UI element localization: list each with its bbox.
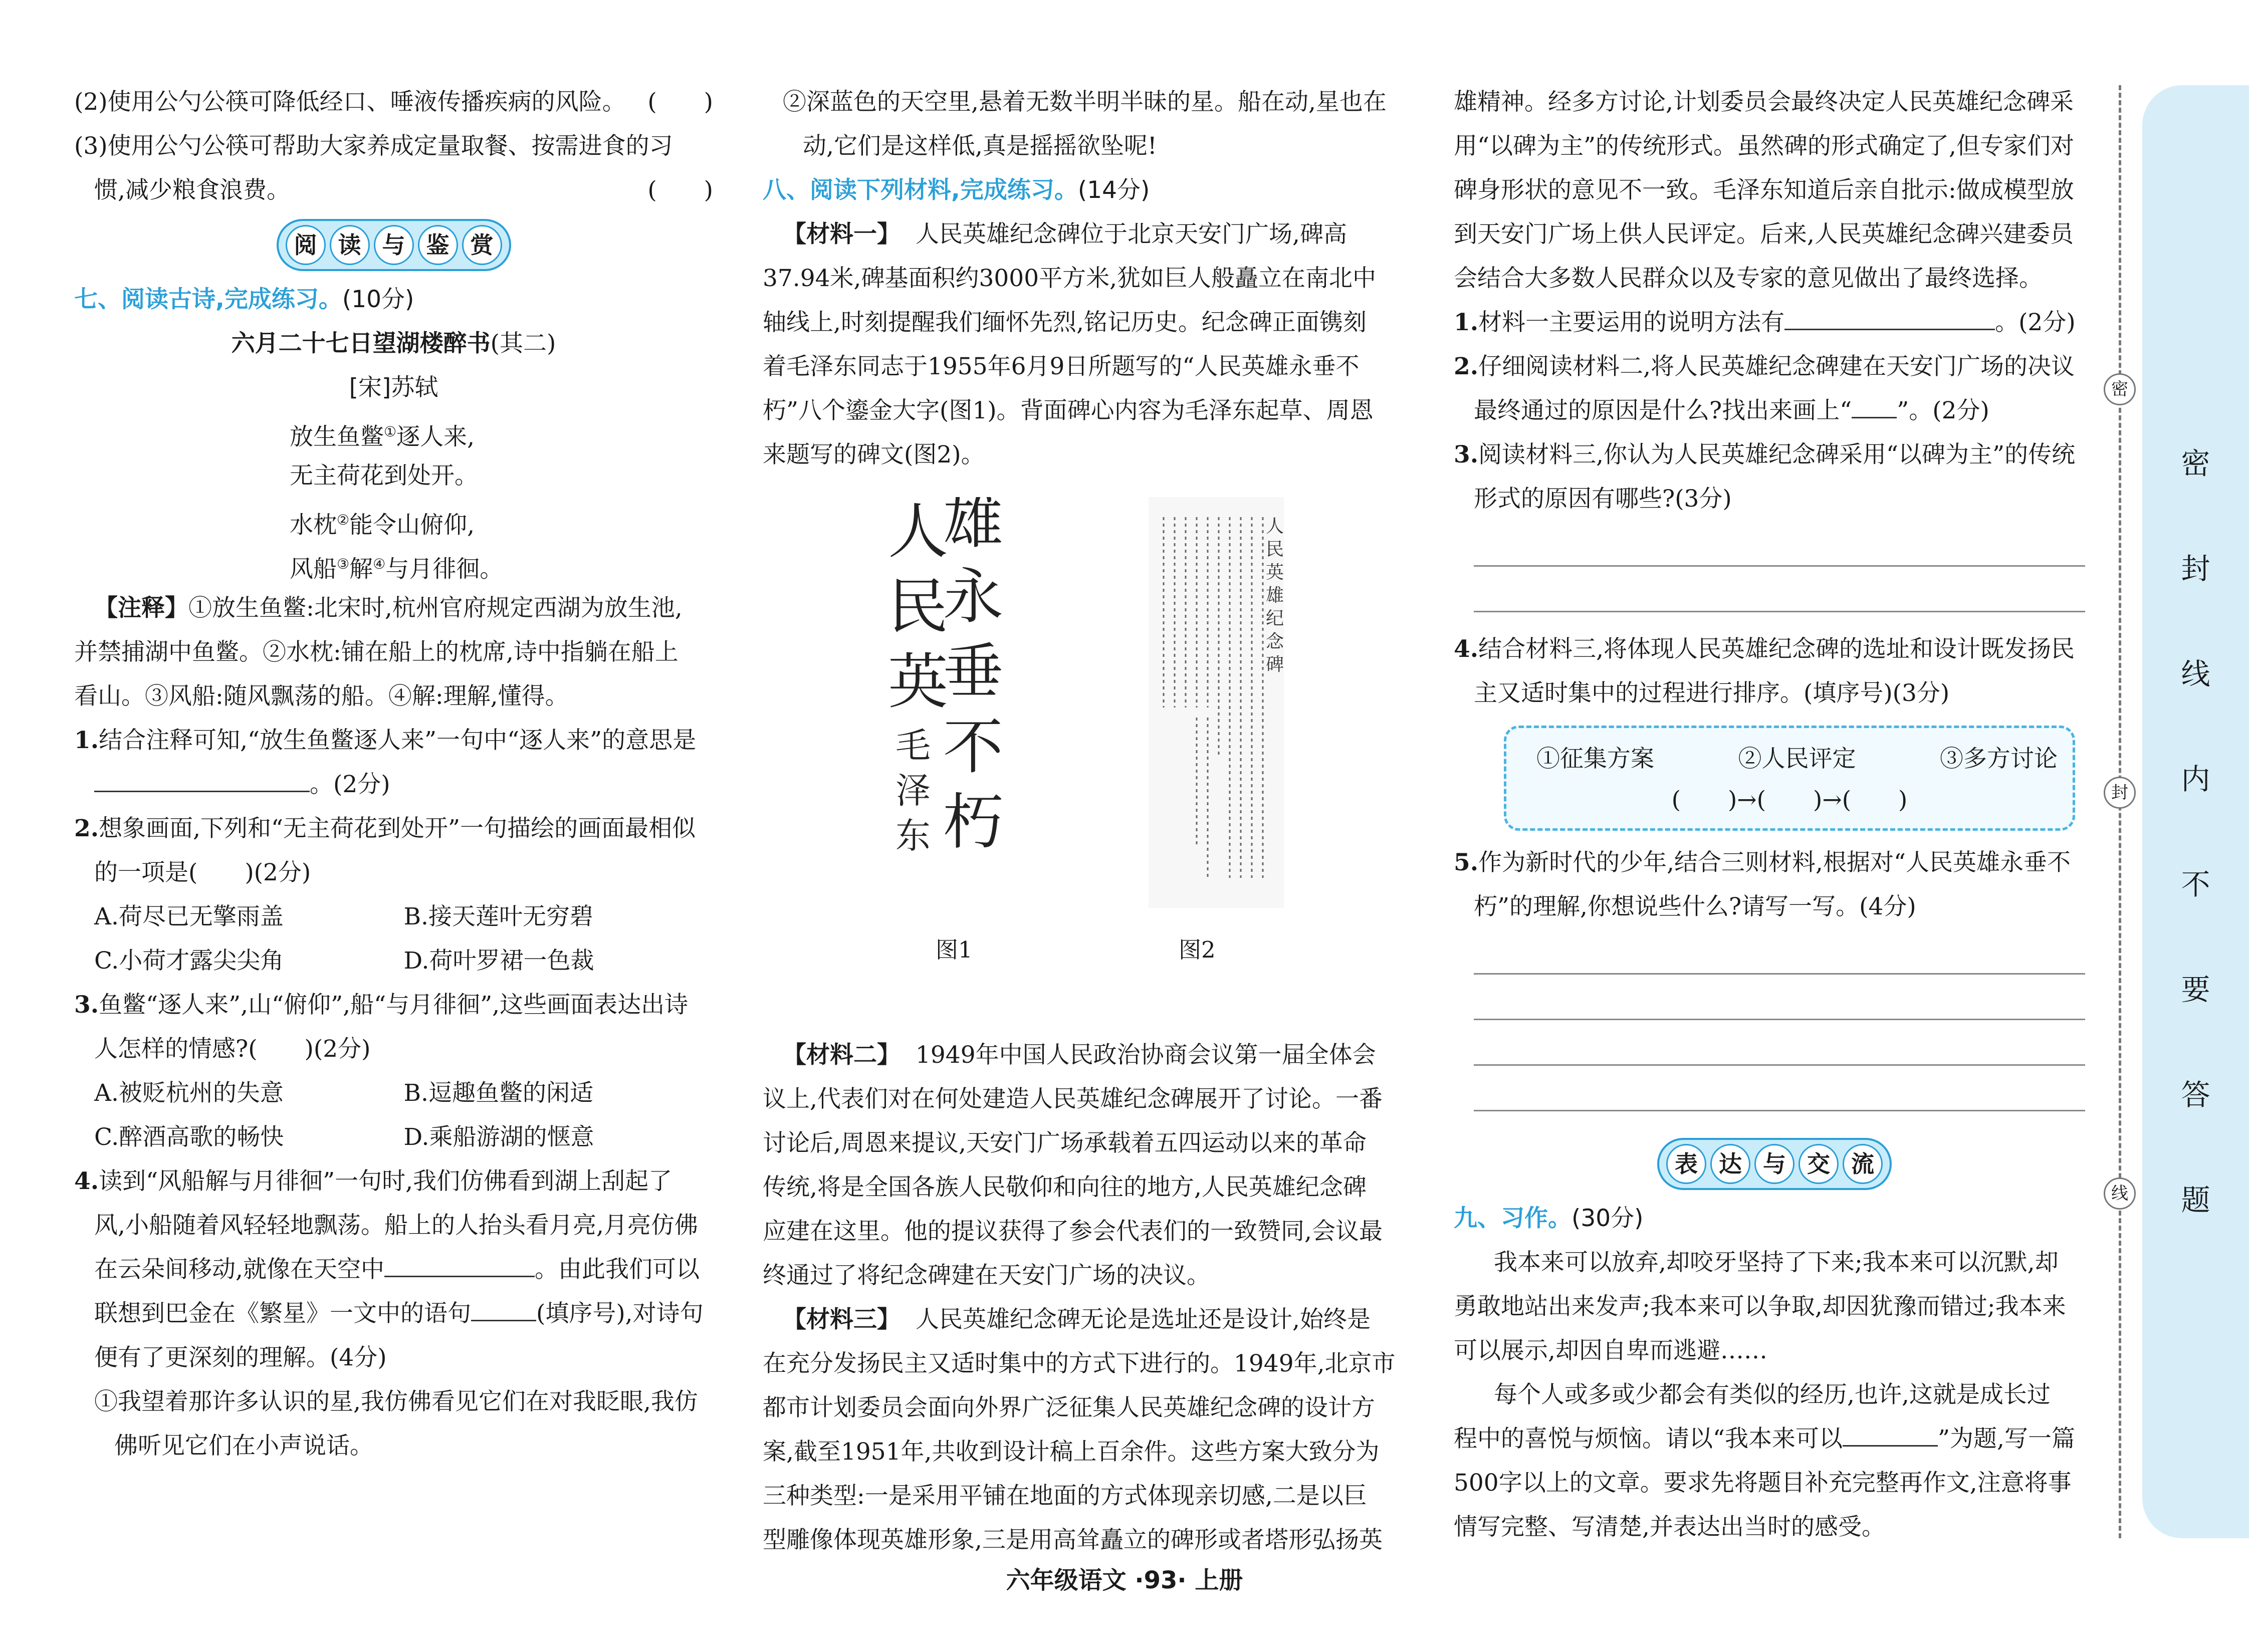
material-1-line: 37.94米,碑基面积约3000平方米,犹如巨人般矗立在南北中	[763, 265, 1377, 292]
question-2-cont: 的一项是( )(2分)	[94, 859, 311, 886]
calligraphy-char: 垂	[943, 637, 1003, 707]
seal-char: 不	[2181, 867, 2210, 901]
r-question-4	[1454, 627, 2095, 671]
material-3-line: 用“以碑为主”的传统形式。虽然碑的形式确定了,但专家们对	[1454, 132, 2074, 160]
section-9-title	[1454, 1197, 2095, 1241]
material-3-line: 三种类型:一是采用平铺在地面的方式体现亲切感,二是以巨	[763, 1482, 1367, 1510]
essay-intro-line: 可以展示,却因自卑而逃避……	[1454, 1337, 1767, 1364]
r-question-3	[1454, 433, 2095, 477]
badge-char: 阅	[286, 225, 326, 265]
answer-line[interactable]	[1474, 521, 2085, 567]
answer-paren[interactable]: ( )	[647, 176, 713, 204]
essay-prompt-line-1: 每个人或多或少都会有类似的经历,也许,这就是成长过	[1494, 1381, 2051, 1408]
section-8-score: (14分)	[1077, 176, 1150, 204]
material-3-line: 雄精神。经多方讨论,计划委员会最终决定人民英雄纪念碑采	[1454, 88, 2074, 116]
question-3	[74, 983, 713, 1027]
seal-mark-mi: 密	[2104, 373, 2136, 405]
quote-2-line-1: ②深蓝色的天空里,悬着无数半明半昧的星。船在动,星也在	[783, 88, 1387, 116]
answer-paren[interactable]: ( )	[647, 88, 713, 116]
calligraphy-char: 民	[888, 572, 948, 642]
answer-line[interactable]	[1474, 929, 2085, 975]
calligraphy-image	[888, 497, 1008, 908]
question-text: 仔细阅读材料二,将人民英雄纪念碑建在天安门广场的决议	[1478, 353, 2075, 380]
badge-char: 读	[330, 225, 370, 265]
step-public-review: ②人民评定	[1738, 745, 1856, 773]
r-question-2	[1454, 345, 2095, 389]
material-2-line	[763, 1033, 1406, 1077]
question-text: 结合材料三,将体现人民英雄纪念碑的选址和设计既发扬民	[1478, 635, 2075, 663]
option-c[interactable]: C.醉酒高歌的畅快	[94, 1123, 284, 1151]
seal-cut-line	[2119, 85, 2121, 1538]
signature-char: 东	[895, 815, 931, 856]
r-question-2-cont	[1454, 389, 2095, 433]
section-9-title-text: 九、习作。	[1454, 1205, 1571, 1232]
q6-item-3-cont	[74, 168, 713, 212]
poem-text: 放生鱼鳖	[290, 423, 384, 451]
question-number: 1.	[1454, 309, 1479, 336]
section-7-score: (10分)	[342, 286, 414, 313]
notes-line-2: 并禁捕湖中鱼鳖。②水枕:铺在船上的枕席,诗中指躺在船上	[74, 638, 679, 666]
material-3-line: 会结合大多数人民群众以及专家的意见做出了最终选择。	[1454, 265, 2043, 292]
figure-2-inscription	[1149, 497, 1284, 908]
material-1-label: 【材料一】	[783, 220, 901, 248]
figure-1-caption: 图1	[936, 936, 973, 963]
page-footer: 六年级语文 ·93· 上册	[1006, 1566, 1243, 1594]
material-3-continued	[1454, 80, 2095, 301]
material-1-line: 轴线上,时刻提醒我们缅怀先烈,铭记历史。纪念碑正面镌刻	[763, 309, 1367, 336]
seal-char: 答	[2181, 1078, 2210, 1112]
question-4-line-4	[74, 1292, 713, 1336]
question-text: 读到“风船解与月徘徊”一句时,我们仿佛看到湖上刮起了	[99, 1167, 672, 1195]
answer-blank[interactable]	[1784, 303, 1995, 330]
material-1-line	[763, 212, 1406, 257]
figures	[763, 477, 1406, 1033]
badge-char: 与	[374, 225, 414, 265]
question-text: 。由此我们可以	[534, 1256, 700, 1283]
quote-1-line-2: 佛听见它们在小声说话。	[114, 1432, 373, 1460]
ordering-box	[1504, 726, 2075, 831]
underline-sample	[1852, 391, 1897, 418]
essay-prompt-line-2	[1454, 1417, 2095, 1461]
ordering-steps	[1536, 737, 2058, 781]
r-question-5	[1454, 841, 2095, 885]
material-2	[763, 1033, 1406, 1298]
calligraphy-char: 朽	[943, 788, 1003, 857]
question-2	[74, 807, 713, 851]
poem-text: 水枕	[290, 511, 337, 539]
material-2-line: 讨论后,周恩来提议,天安门广场承载着五四运动以来的革命	[763, 1129, 1367, 1157]
seal-char: 要	[2181, 973, 2210, 1007]
question-text: 作为新时代的少年,结合三则材料,根据对“人民英雄永垂不	[1478, 849, 2071, 876]
answer-line[interactable]	[1474, 1066, 2085, 1111]
figure-2-caption: 图2	[1179, 936, 1216, 963]
footnote-marker: ③	[337, 556, 350, 572]
notes-line-1	[74, 586, 713, 630]
r-question-5-cont: 朽”的理解,你想说些什么?请写一写。(4分)	[1474, 893, 1916, 920]
answer-line[interactable]	[1474, 567, 2085, 612]
signature-char: 毛	[895, 725, 931, 766]
poem-text: 与月徘徊。	[385, 555, 504, 583]
essay-text: 程中的喜悦与烦恼。请以“我本来可以	[1454, 1425, 1843, 1453]
question-4-line-5: 便有了更深刻的理解。(4分)	[94, 1344, 387, 1371]
question-text: 结合注释可知,“放生鱼鳖逐人来”一句中“逐人来”的意思是	[99, 727, 697, 754]
question-3-options-row-2	[74, 1115, 713, 1159]
reading-section-badge	[74, 212, 713, 278]
answer-blank[interactable]	[94, 765, 310, 792]
question-text: 阅读材料三,你认为人民英雄纪念碑采用“以碑为主”的传统	[1478, 441, 2076, 468]
question-text: 鱼鳖“逐人来”,山“俯仰”,船“与月徘徊”,这些画面表达出诗	[99, 991, 689, 1019]
r-question-4-cont: 主又适时集中的过程进行排序。(填序号)(3分)	[1474, 679, 1950, 707]
right-column	[1454, 80, 2095, 1549]
material-3-label: 【材料三】	[783, 1306, 901, 1333]
seal-char: 线	[2181, 657, 2210, 691]
inscription-title-char: 民	[1265, 539, 1284, 560]
answer-blank[interactable]	[471, 1294, 536, 1321]
seal-mark-xian: 线	[2104, 1177, 2136, 1210]
question-text: 材料一主要运用的说明方法有	[1478, 309, 1785, 336]
quote-2-line-2: 动,它们是这样低,真是摇摇欲坠呢!	[803, 132, 1157, 160]
poem-line	[74, 454, 713, 498]
r-question-1	[1454, 301, 2095, 345]
question-4-line-3	[74, 1248, 713, 1292]
question-text: 最终通过的原因是什么?找出来画上“	[1474, 397, 1852, 424]
question-3-cont: 人怎样的情感?( )(2分)	[94, 1035, 371, 1063]
option-b[interactable]: B.逗趣鱼鳖的闲适	[403, 1079, 593, 1107]
notes-label: 【注释】	[94, 594, 188, 622]
material-3-line: 型雕像体现英雄形象,三是用高耸矗立的碑形或者塔形弘扬英	[763, 1526, 1383, 1554]
footnote-marker: ②	[337, 512, 350, 528]
badge-char: 交	[1798, 1144, 1839, 1184]
question-score: ”。(2分)	[1897, 397, 1989, 424]
poem-text: 无主荷花到处开。	[290, 462, 478, 490]
material-1-line: 着毛泽东同志于1955年6月9日所题写的“人民英雄永垂不	[763, 353, 1360, 380]
q6-item-2-text: (2)使用公勺公筷可降低经口、唾液传播疾病的风险。	[74, 88, 626, 116]
inscription-title-char: 念	[1265, 631, 1284, 652]
question-4-line-2: 风,小船随着风轻轻地飘荡。船上的人抬头看月亮,月亮仿佛	[94, 1212, 698, 1239]
section-9-score: (30分)	[1571, 1205, 1644, 1232]
badge-char: 鉴	[418, 225, 458, 265]
calligraphy-char: 永	[943, 562, 1003, 632]
material-2-line: 议上,代表们对在何处建造人民英雄纪念碑展开了讨论。一番	[763, 1085, 1383, 1113]
essay-prompt-line-3: 500字以上的文章。要求先将题目补充完整再作文,注意将事	[1454, 1469, 2072, 1497]
material-1-line: 朽”八个鎏金大字(图1)。背面碑心内容为毛泽东起草、周恩	[763, 397, 1374, 424]
question-text: 联想到巴金在《繁星》一文中的语句	[94, 1300, 471, 1327]
badge-char: 达	[1710, 1144, 1750, 1184]
material-2-line: 终通过了将纪念碑建在天安门广场的决议。	[763, 1262, 1210, 1289]
q6-item-2	[74, 80, 713, 124]
poem-text: 逐人来,	[396, 423, 475, 451]
material-3	[763, 1298, 1406, 1562]
question-1-answer-line	[74, 763, 713, 807]
question-number: 3.	[74, 991, 99, 1019]
material-3-line	[763, 1298, 1406, 1342]
option-d[interactable]: D.荷叶罗裙一色裁	[403, 947, 594, 975]
middle-column	[763, 80, 1406, 1562]
badge-char: 与	[1754, 1144, 1794, 1184]
left-column	[74, 80, 713, 1468]
section-7-title-text: 七、阅读古诗,完成练习。	[74, 286, 342, 313]
footnote-marker: ①	[384, 423, 397, 440]
badge-char: 表	[1666, 1144, 1706, 1184]
expression-section-badge	[1454, 1131, 2095, 1197]
option-b[interactable]: B.接天莲叶无穷碧	[403, 903, 593, 930]
poem-title-text: 六月二十七日望湖楼醉书	[231, 330, 491, 357]
seal-warning-text	[2142, 411, 2249, 1253]
title-blank[interactable]	[1843, 1419, 1938, 1447]
q6-item-3	[74, 124, 713, 168]
essay-intro-line: 勇敢地站出来发声;我本来可以争取,却因犹豫而错过;我本来	[1454, 1293, 2066, 1320]
section-8-title	[763, 168, 1406, 212]
question-number: 3.	[1454, 441, 1479, 468]
inscription-image	[1149, 497, 1284, 908]
calligraphy-char: 不	[943, 713, 1003, 782]
material-1-line: 来题写的碑文(图2)。	[763, 441, 985, 468]
question-number: 4.	[1454, 635, 1479, 663]
inscription-title-char: 英	[1265, 562, 1284, 583]
notes-text: ①放生鱼鳖:北宋时,杭州官府规定西湖为放生池,	[188, 594, 683, 622]
question-number: 2.	[74, 815, 99, 842]
option-d[interactable]: D.乘船游湖的惬意	[403, 1123, 594, 1151]
section-7-title	[74, 278, 713, 322]
question-score: 。(2分)	[310, 771, 390, 798]
option-a[interactable]: A.荷尽已无擎雨盖	[94, 903, 284, 930]
badge-char: 赏	[462, 225, 502, 265]
notes-line-3: 看山。③风船:随风飘荡的船。④解:理解,懂得。	[74, 682, 569, 710]
calligraphy-char: 雄	[943, 497, 1003, 557]
badge-char: 流	[1843, 1144, 1883, 1184]
material-2-text: 1949年中国人民政治协商会议第一届全体会	[916, 1041, 1376, 1069]
answer-line[interactable]	[1474, 975, 2085, 1020]
question-number: 1.	[74, 727, 99, 754]
q6-item-3-cont-text: 惯,减少粮食浪费。	[94, 176, 290, 204]
question-4	[74, 1159, 713, 1204]
calligraphy-char: 人	[888, 497, 948, 567]
calligraphy-char: 英	[888, 647, 948, 717]
material-3-line: 在充分发扬民主又适时集中的方式下进行的。1949年,北京市	[763, 1350, 1396, 1377]
seal-char: 题	[2181, 1183, 2210, 1217]
signature-char: 泽	[895, 770, 931, 811]
material-2-label: 【材料二】	[783, 1041, 901, 1069]
question-text: 想象画面,下列和“无主荷花到处开”一句描绘的画面最相似	[99, 815, 696, 842]
section-8-title-text: 八、阅读下列材料,完成练习。	[763, 176, 1078, 204]
step-discussion: ③多方讨论	[1940, 745, 2058, 773]
question-1	[74, 719, 713, 763]
poem-line	[74, 498, 713, 542]
material-1-text: 人民英雄纪念碑位于北京天安门广场,碑高	[916, 220, 1347, 248]
question-score: 。(2分)	[1995, 309, 2076, 336]
answer-line[interactable]	[1474, 1020, 2085, 1066]
material-3-line: 都市计划委员会面向外界广泛征集人民英雄纪念碑的设计方	[763, 1394, 1375, 1422]
ordering-answer-slots[interactable]: ( )→( )→( )	[1671, 786, 1908, 814]
material-1	[763, 212, 1406, 477]
question-2-options-row-2	[74, 939, 713, 983]
seal-char: 内	[2181, 762, 2210, 796]
essay-prompt-line-4: 情写完整、写清楚,并表达出当时的感受。	[1454, 1513, 1885, 1541]
answer-blank[interactable]	[384, 1250, 535, 1277]
footnote-marker: ④	[373, 556, 386, 572]
q6-item-3-text: (3)使用公勺公筷可帮助大家养成定量取餐、按需进食的习	[74, 132, 673, 160]
inscription-title-char: 人	[1265, 516, 1284, 537]
seal-char: 密	[2181, 446, 2210, 481]
essay-text: ”为题,写一篇	[1938, 1425, 2075, 1453]
material-3-line: 碑身形状的意见不一致。毛泽东知道后亲自批示:做成模型放	[1454, 176, 2074, 204]
quote-1-line-1: ①我望着那许多认识的星,我仿佛看见它们在对我眨眼,我仿	[94, 1388, 698, 1415]
essay-intro-line: 我本来可以放弃,却咬牙坚持了下来;我本来可以沉默,却	[1494, 1249, 2059, 1276]
question-number: 5.	[1454, 849, 1479, 876]
seal-mark-feng: 封	[2104, 777, 2136, 809]
poem-text: 解	[349, 555, 373, 583]
question-number: 4.	[74, 1167, 99, 1195]
inscription-title-char: 雄	[1265, 585, 1284, 606]
poem-body	[74, 410, 713, 586]
question-text: 在云朵间移动,就像在天空中	[94, 1256, 384, 1283]
material-2-line: 传统,将是全国各族人民敬仰和向往的地方,人民英雄纪念碑	[763, 1173, 1367, 1201]
figure-1-calligraphy	[888, 497, 1008, 908]
question-2-options-row-1	[74, 895, 713, 939]
step-collect-proposals: ①征集方案	[1536, 745, 1654, 773]
material-3-line: 到天安门广场上供人民评定。后来,人民英雄纪念碑兴建委员	[1454, 220, 2074, 248]
poem-subtitle: (其二)	[490, 330, 556, 357]
essay-intro	[1454, 1241, 2095, 1373]
r-question-3-cont: 形式的原因有哪些?(3分)	[1474, 485, 1732, 513]
inscription-title-char: 碑	[1265, 654, 1284, 675]
material-3-text: 人民英雄纪念碑无论是选址还是设计,始终是	[916, 1306, 1371, 1333]
poem-author: [宋]苏轼	[349, 374, 438, 401]
inscription-title-char: 纪	[1265, 608, 1284, 629]
poem-title	[74, 322, 713, 366]
material-2-line: 应建在这里。他的提议获得了参会代表们的一致赞同,会议最	[763, 1218, 1383, 1245]
poem-line	[74, 410, 713, 454]
poem-line	[74, 542, 713, 586]
question-3-options-row-1	[74, 1071, 713, 1115]
poem-text: 能令山俯仰,	[349, 511, 475, 539]
question-text: (填序号),对诗句	[536, 1300, 704, 1327]
material-3-line: 案,截至1951年,共收到设计稿上百余件。这些方案大致分为	[763, 1438, 1380, 1466]
option-c[interactable]: C.小荷才露尖尖角	[94, 947, 284, 975]
poem-text: 风船	[290, 555, 337, 583]
question-number: 2.	[1454, 353, 1479, 380]
seal-char: 封	[2181, 552, 2210, 586]
option-a[interactable]: A.被贬杭州的失意	[94, 1079, 284, 1107]
